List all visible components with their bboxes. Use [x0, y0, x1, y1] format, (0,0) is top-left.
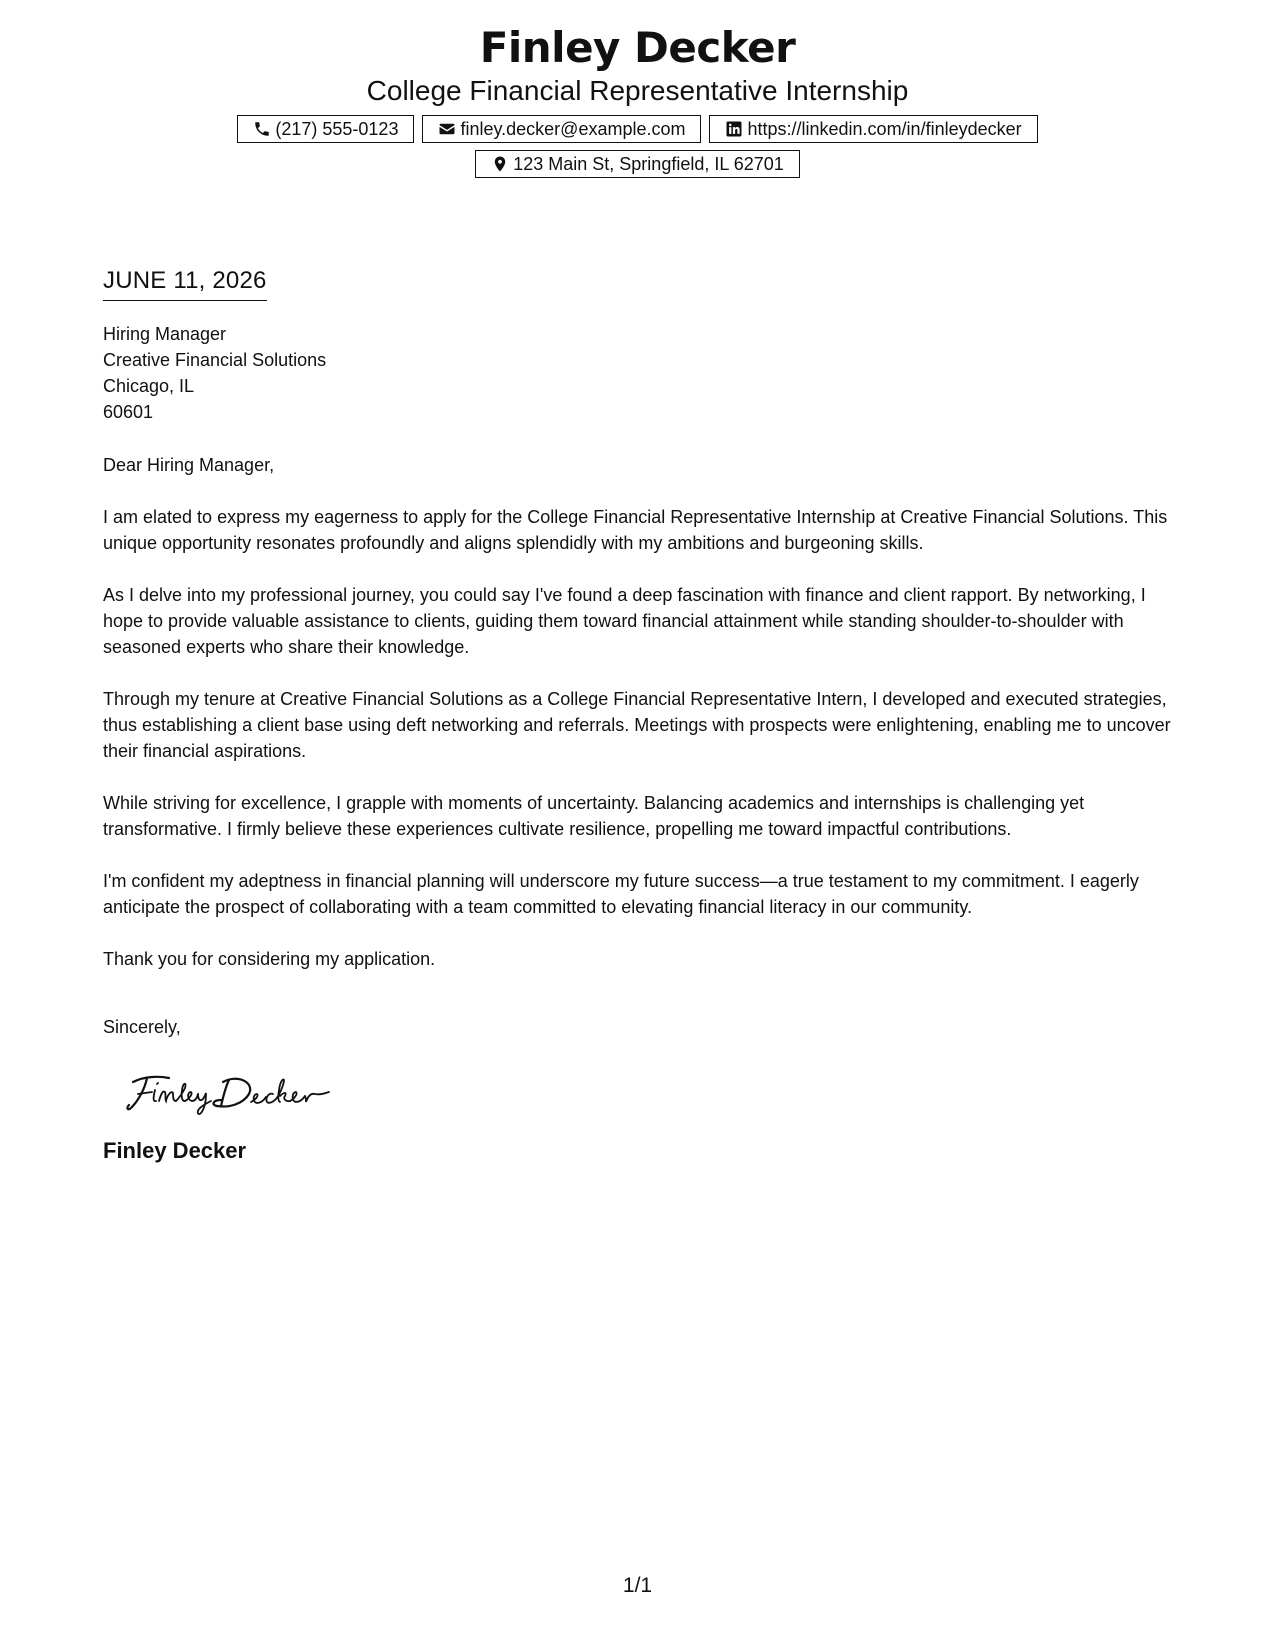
phone-chip	[237, 115, 414, 143]
body-paragraph: Through my tenure at Creative Financial Solutions as a College Financial Representative Intern, I developed and executed strategies, thus establishing a client base using deft networking and referrals. Meetings with prospects were enlightening, enabling me to uncover their financial aspirations.	[103, 689, 1171, 761]
applicant-name: Finley Decker	[479, 23, 796, 72]
page-number: 1/1	[622, 1574, 653, 1597]
contact-row	[0, 115, 1275, 143]
job-title: College Financial Representative Internship	[366, 75, 909, 106]
phone-text: (217) 555-0123	[275, 118, 399, 139]
linkedin-icon	[725, 120, 743, 138]
salutation: Dear Hiring Manager,	[103, 455, 275, 475]
recipient-line: Hiring Manager	[103, 324, 227, 344]
map-marker-icon	[491, 155, 509, 173]
letter-header	[0, 22, 1275, 178]
envelope-icon	[438, 120, 456, 138]
address-chip	[475, 150, 800, 178]
body-paragraph: I'm confident my adeptness in financial planning will underscore my future success—a true testament to my commitment. I eagerly anticipate the prospect of collaborating with a team committed to elevating financial literacy in our community.	[103, 871, 1139, 917]
body-paragraph: While striving for excellence, I grapple with moments of uncertainty. Balancing academics and internships is challenging yet transformative. I firmly believe these experiences cultivate resilience, propelling me toward impactful contributions.	[103, 793, 1085, 839]
linkedin-chip[interactable]	[709, 115, 1037, 143]
signer-name: Finley Decker	[103, 1138, 247, 1163]
recipient-line: Creative Financial Solutions	[103, 350, 327, 370]
address-row	[0, 150, 1275, 178]
recipient-line: Chicago, IL	[103, 376, 195, 396]
phone-icon	[253, 120, 271, 138]
handwritten-signature	[125, 1068, 345, 1118]
email-text: finley.decker@example.com	[460, 118, 686, 139]
recipient-block	[103, 321, 1183, 425]
recipient-line: 60601	[103, 402, 154, 422]
email-chip[interactable]	[422, 115, 701, 143]
letter-body	[103, 266, 1183, 1165]
body-paragraph: Thank you for considering my application.	[103, 949, 436, 969]
body-paragraph: I am elated to express my eagerness to apply for the College Financial Representative Internship at Creative Financial Solutions. This unique opportunity resonates profoundly and aligns splendidly with my ambitions and burgeoning skills.	[103, 507, 1168, 553]
address-text: 123 Main St, Springfield, IL 62701	[513, 153, 784, 174]
closing: Sincerely,	[103, 1017, 181, 1037]
letter-date: JUNE 11, 2026	[103, 266, 267, 301]
body-paragraph: As I delve into my professional journey, you could say I've found a deep fascination with finance and client rapport. By networking, I hope to provide valuable assistance to clients, guiding them toward financial attainment while standing shoulder-to-shoulder with seasoned experts who share their knowledge.	[103, 585, 1146, 657]
linkedin-text: https://linkedin.com/in/finleydecker	[747, 118, 1022, 139]
